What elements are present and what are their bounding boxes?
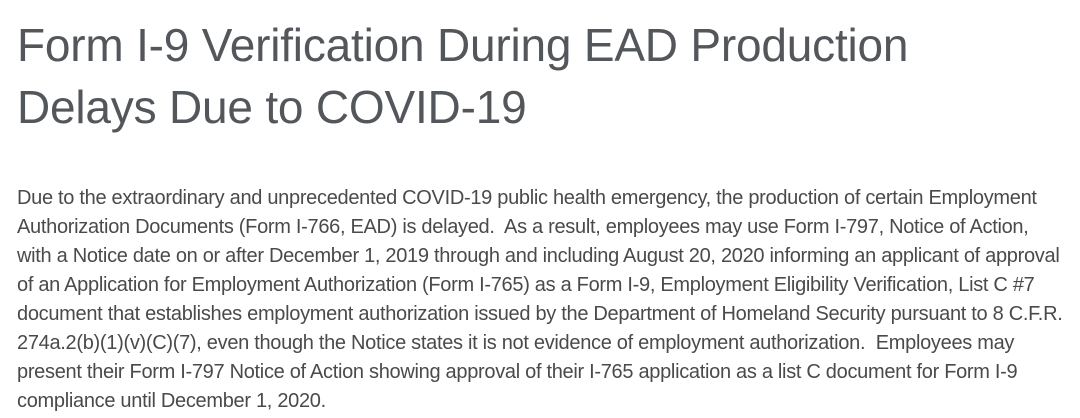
page-title: Form I-9 Verification During EAD Production Delays Due to COVID-19	[17, 19, 909, 133]
body-paragraph: Due to the extraordinary and unprecedented COVID-19 public health emergency, the production of certain Employment Authorization Documents (Form I-766, EAD) is delayed. As a result, employees may use Form I-797, Notice of Action, with a Notice date on or after December 1, 2019 through and including August 20, 2020 informing an applicant of approval of an Application for Employment Authorization (Form I-765) as a Form I-9, Employment Eligibility Verification, List C #7 document that establishes employment authorization issued by the Department of Homeland Security pursuant to 8 C.F.R. 274a.2(b)(1)(v)(C)(7), even though the Notice states it is not evidence of employment authorization. Employees may present their Form I-797 Notice of Action showing approval of their I-765 application as a list C document for Form I-9 compliance until December 1, 2020.	[17, 187, 1068, 412]
